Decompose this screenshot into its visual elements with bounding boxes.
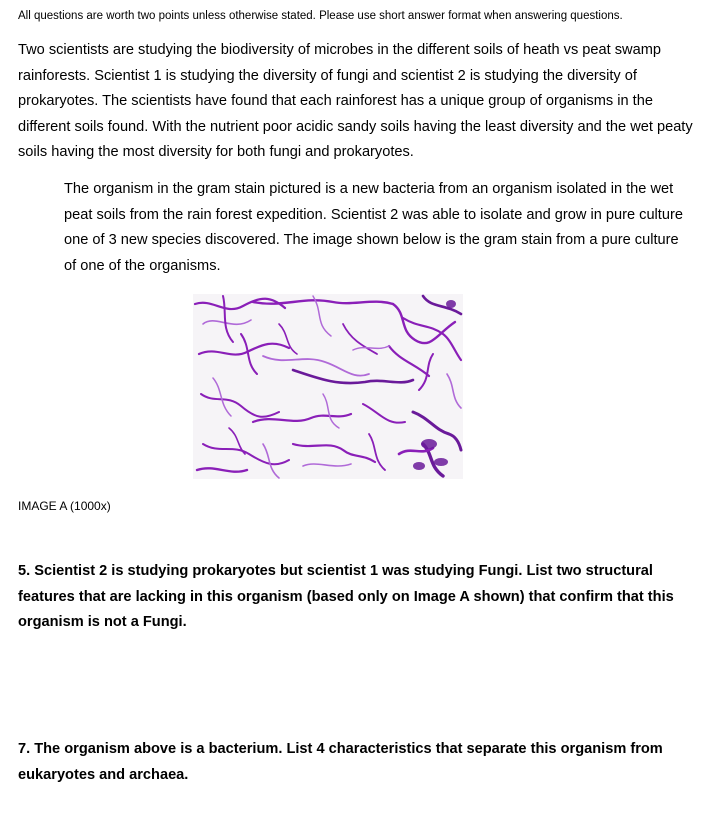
scenario-paragraph: The organism in the gram stain pictured is a new bacteria from an organism isolated in the wet peat soils from the rain forest expedition. Scientist 2 was able to isolate and grow in pure culture one of 3 new species discovered. The image shown below is the gram stain from a pure culture of one of the organisms. [64, 181, 683, 274]
intro-paragraph: Two scientists are studying the biodiversity of microbes in the different soils of heath vs peat swamp rainforests. Scientist 1 is studying the diversity of fungi and scientist 2 is studying the diversity of prokaryotes. The scientists have found that each rainforest has a unique group of organisms in the different soils found. With the nutrient poor acidic sandy soils having the least diversity and the wet peaty soils having the most diversity for both fungi and prokaryotes. [18, 42, 693, 160]
stained-cell-clump [413, 462, 425, 470]
image-caption: IMAGE A (1000x) [18, 499, 111, 513]
instructions-notice: All questions are worth two points unless otherwise stated. Please use short answer format when answering questions. [18, 10, 623, 22]
stained-cell-clump [421, 439, 437, 449]
question-7: 7. The organism above is a bacterium. List 4 characteristics that separate this organism from eukaryotes and archaea. [18, 741, 663, 783]
gram-stain-micrograph [193, 294, 463, 479]
stained-cell-clump [434, 458, 448, 466]
question-5: 5. Scientist 2 is studying prokaryotes but scientist 1 was studying Fungi. List two structural features that are lacking in this organism (based only on Image A shown) that confirm that this organism is not a Fungi. [18, 563, 674, 630]
stained-cell-clump [446, 300, 456, 308]
gram-stain-image [193, 294, 463, 479]
